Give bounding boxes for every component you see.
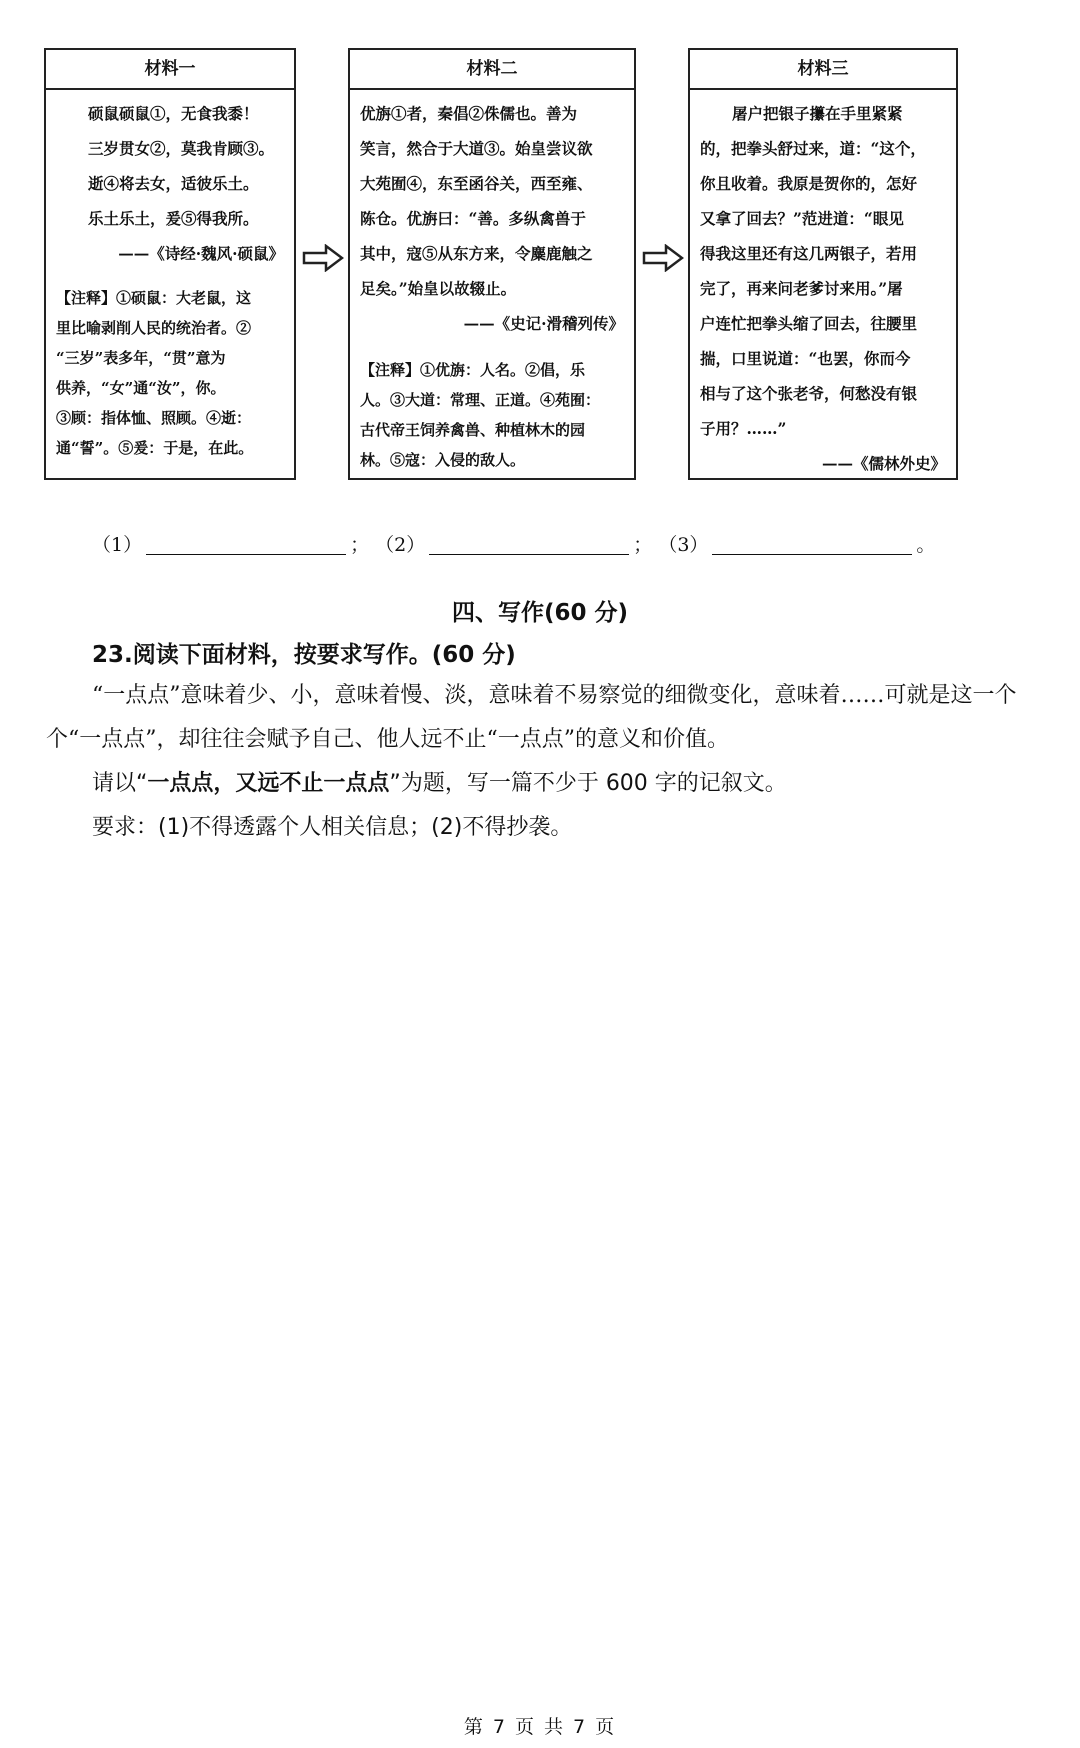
material-three-title: 材料三 [690,50,956,90]
requirements: 要求：(1)不得透露个人相关信息；(2)不得抄袭。 [92,815,573,840]
separator: ； [350,534,370,556]
material-two-box [348,48,636,480]
blank-label-3: （3） [658,534,709,556]
text-line: 优旃①者，秦倡②侏儒也。善为 [360,104,578,123]
text-line: 大苑囿④，东至函谷关，西至雍、 [360,174,593,193]
text-line: 揣，口里说道：“也罢，你而今 [700,349,911,368]
separator: ； [633,534,653,556]
text-line: 相与了这个张老爷，何愁没有银 [700,384,918,403]
text-line: 子用？……” [700,419,787,438]
material-one-title: 材料一 [46,50,294,90]
section-title: 四、写作(60 分) [451,600,629,626]
material-three-source: ——《儒林外史》 [821,454,946,473]
note-line: 古代帝王饲养禽兽、种植林木的园 [360,421,586,439]
material-one-source: ——《诗经·魏风·硕鼠》 [118,244,284,263]
note-line: 人。③大道：常理、正道。④苑囿： [360,391,601,409]
text-line: 其中，寇⑤从东方来，令麋鹿触之 [360,244,593,263]
material-three-body [690,90,956,481]
text-line: 陈仓。优旃曰：“善。多纵禽兽于 [360,209,586,228]
prompt-prefix: 请以“ [92,771,148,796]
text-line: 得我这里还有这几两银子，若用 [700,244,918,263]
text-line: 足矣。”始皇以故辍止。 [360,279,517,298]
prompt-suffix: ”为题，写一篇不少于 600 字的记叙文。 [389,771,787,796]
poem-line: 乐土乐土，爰⑤得我所。 [88,209,259,228]
note-line: 林。⑤寇：入侵的敌人。 [360,451,526,469]
note-line: 里比喻剥削人民的统治者。② [56,319,252,337]
note-line: ③顾：指体恤、照顾。④逝： [56,409,252,427]
writing-prompt [92,762,1042,806]
blank-label-2: （2） [375,534,426,556]
note-line: “三岁”表多年，“贯”意为 [56,349,226,367]
material-one-body [46,90,294,463]
material-one-box [44,48,296,480]
material-two-title: 材料二 [350,50,634,90]
question-title: 23.阅读下面材料，按要求写作。(60 分) [92,642,516,668]
answer-blanks [92,530,935,557]
text-line: 屠户把银子攥在手里紧紧 [732,104,903,123]
material-two-source: ——《史记·滑稽列传》 [463,314,624,333]
note-line: 【注释】①优旃：人名。②倡，乐 [360,361,586,379]
end-mark: 。 [916,534,936,556]
text-line: 你且收着。我原是贺你的，怎好 [700,174,918,193]
note-line: 通“誓”。⑤爰：于是，在此。 [56,439,254,457]
material-paragraph: “一点点”意味着少、小，意味着慢、淡，意味着不易察觉的细微变化，意味着……可就是这一个个“一点点”，却往往会赋予自己、他人远不止“一点点”的意义和价值。 [46,683,1017,752]
poem-line: 硕鼠硕鼠①，无食我黍！ [88,104,259,123]
text-line: 笑言，然合于大道③。始皇尝议欲 [360,139,593,158]
material-three-box [688,48,958,480]
text-line: 完了，再来问老爹讨来用。”屠 [700,279,903,298]
text-line: 又拿了回去？”范进道：“眼见 [700,209,904,228]
poem-line: 逝④将去女，适彼乐土。 [88,174,259,193]
essay-title: 一点点，又远不止一点点 [147,771,390,796]
answer-blank-1[interactable] [146,534,346,555]
blank-label-1: （1） [92,534,143,556]
poem-line: 三岁贯女②，莫我肯顾③。 [88,139,275,158]
text-line: 的，把拳头舒过来，道：“这个， [700,139,926,158]
right-arrow-icon [302,244,344,272]
answer-blank-2[interactable] [429,534,629,555]
answer-blank-3[interactable] [712,534,912,555]
page-footer: 第 7 页 共 7 页 [463,1716,617,1738]
text-line: 户连忙把拳头缩了回去，往腰里 [700,314,918,333]
note-line: 【注释】①硕鼠：大老鼠，这 [56,289,252,307]
right-arrow-icon [642,244,684,272]
material-two-body [350,90,634,475]
note-line: 供养，“女”通“汝”，你。 [56,379,226,397]
